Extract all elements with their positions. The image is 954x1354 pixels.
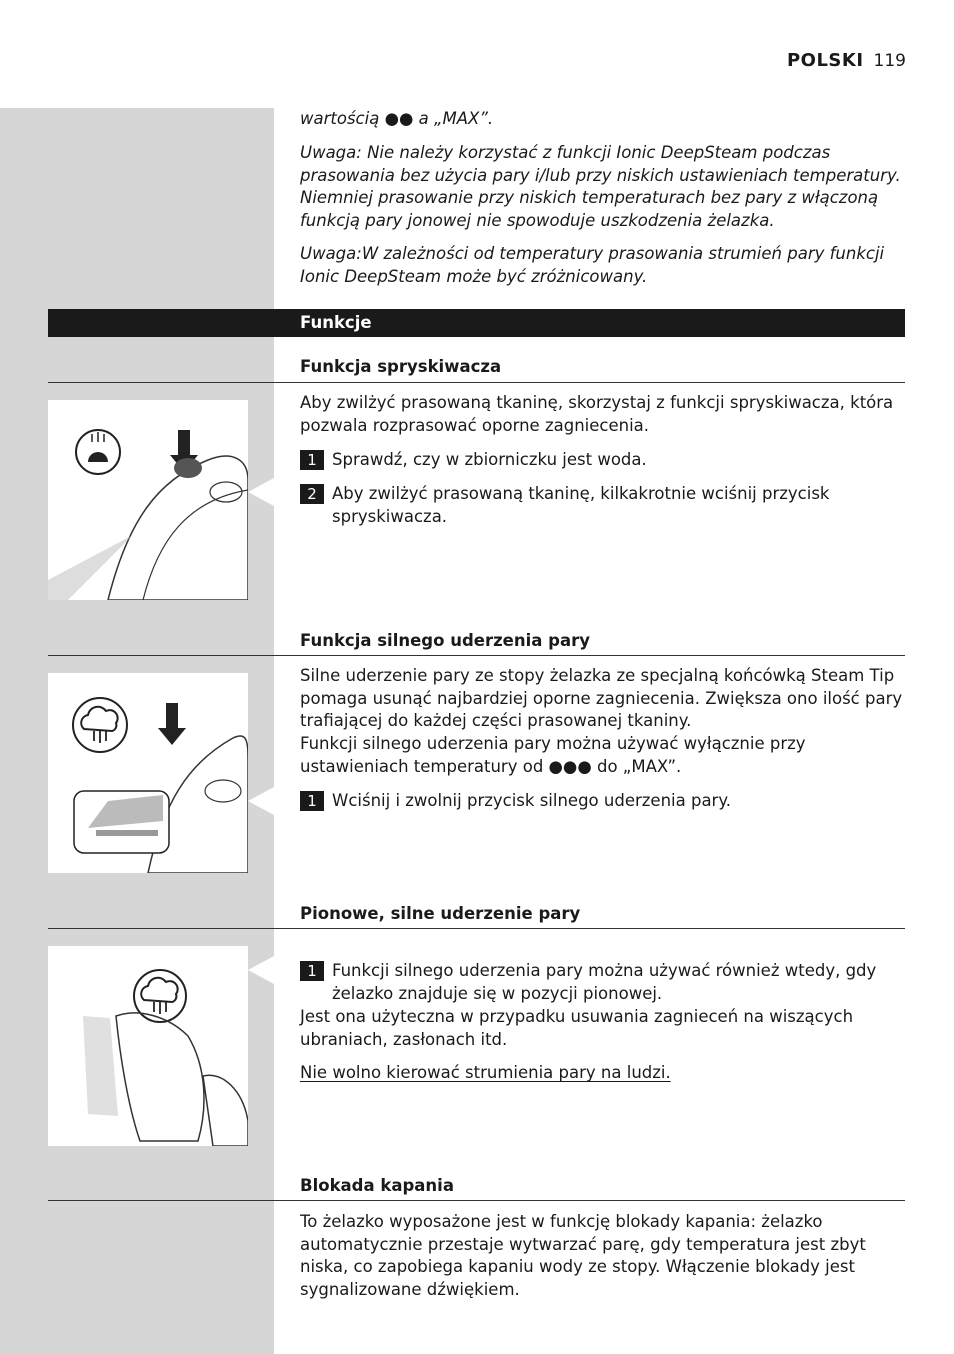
step-number: 1 — [300, 791, 324, 811]
shot-text-2: Funkcji silnego uderzenia pary można używać wyłącznie przy ustawieniach temperatury od ●●● do „MAX”. — [300, 734, 806, 776]
intro-note-2: Uwaga: Nie należy korzystać z funkcji Ionic DeepSteam podczas prasowania bez użycia pary i/lub przy niskich ustawieniach temperatury. Niemniej prasowanie przy niskich temperaturach bez pary z włączoną funkcją pary jonowej nie spowoduje uszkodzenia żelazka. — [300, 143, 901, 230]
shot-illustration — [48, 673, 248, 873]
shot-step-1 — [300, 790, 905, 813]
spray-rule — [48, 382, 905, 383]
down-arrow-icon — [158, 703, 186, 745]
shot-text-1: Silne uderzenie pary ze stopy żelazka ze specjalną końcówką Steam Tip pomaga usunąć najbardziej oporne zagniecenia. Zwiększa ono ilość pary trafiającej do każdej części prasowanej tkaniny. — [300, 666, 903, 730]
shot-heading: Funkcja silnego uderzenia pary — [300, 631, 590, 650]
step-text: Funkcji silnego uderzenia pary można używać również wtedy, gdy żelazko znajduje się w pozycji pionowej. — [332, 961, 877, 1003]
section-bar — [48, 309, 905, 337]
language-label: POLSKI — [786, 50, 864, 71]
spray-text: Aby zwilżyć prasowaną tkaninę, skorzystaj z funkcji spryskiwacza, która pozwala rozprasować oporne zagniecenia. — [300, 393, 894, 435]
step-text: Sprawdź, czy w zbiorniczku jest woda. — [332, 450, 647, 469]
vertical-pointer — [248, 956, 274, 984]
intro-note-1: wartością ●● a „MAX”. — [300, 109, 494, 128]
step-text: Aby zwilżyć prasowaną tkaninę, kilkakrotnie wciśnij przycisk spryskiwacza. — [332, 484, 830, 526]
page-number: 119 — [873, 51, 906, 71]
vertical-warning: Nie wolno kierować strumienia pary na ludzi. — [300, 1063, 671, 1082]
spray-heading: Funkcja spryskiwacza — [300, 357, 502, 376]
vertical-illustration — [48, 946, 248, 1146]
spray-step-2 — [300, 483, 905, 528]
page-header — [787, 50, 906, 71]
shot-pointer — [248, 787, 274, 815]
vertical-heading: Pionowe, silne uderzenie pary — [300, 904, 581, 923]
vertical-step-1 — [300, 960, 905, 1005]
step-number: 1 — [300, 961, 324, 981]
section-title: Funkcje — [300, 313, 372, 332]
drip-heading: Blokada kapania — [300, 1176, 454, 1195]
step-number: 2 — [300, 484, 324, 504]
step-text: Wciśnij i zwolnij przycisk silnego uderzenia pary. — [332, 791, 731, 810]
shot-rule — [48, 655, 905, 656]
intro-note-3: Uwaga:W zależności od temperatury prasowania strumień pary funkcji Ionic DeepSteam może być zróżnicowany. — [300, 244, 885, 286]
vertical-text: Jest ona użyteczna w przypadku usuwania zagnieceń na wiszących ubraniach, zasłonach itd. — [300, 1007, 854, 1049]
step-number: 1 — [300, 450, 324, 470]
spray-step-1 — [300, 449, 905, 472]
spray-illustration — [48, 400, 248, 600]
drip-rule — [48, 1200, 905, 1201]
spray-pointer — [248, 478, 274, 506]
drip-text: To żelazko wyposażone jest w funkcję blokady kapania: żelazko automatycznie przestaje wytwarzać parę, gdy temperatura jest zbyt niska, co zapobiega kapaniu wody ze stopy. Włączenie blokady jest sygnalizowane dźwiękiem. — [300, 1212, 866, 1299]
vertical-rule — [48, 928, 905, 929]
